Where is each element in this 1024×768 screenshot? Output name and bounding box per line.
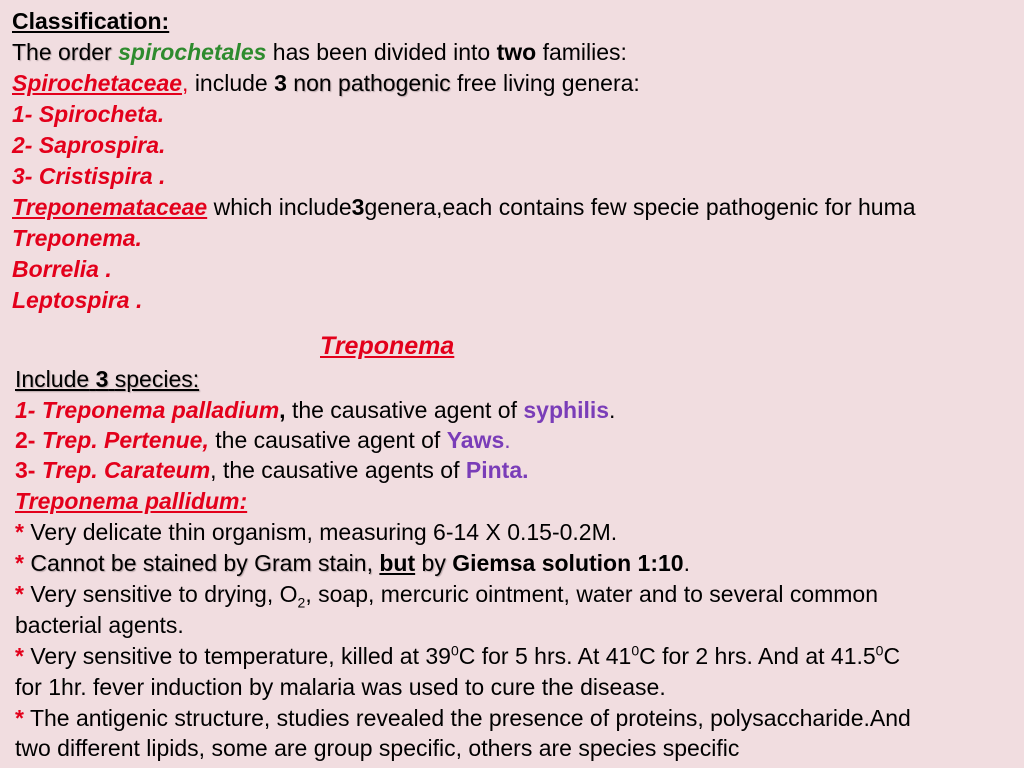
bullet-5-marker: * (15, 705, 24, 731)
genus-cristispira: 3- Cristispira . (12, 163, 166, 189)
family2-line (12, 192, 916, 222)
family2-suffix: genera,each contains few specie pathogenic for huma (364, 194, 916, 220)
family2-count: 3 (351, 194, 365, 220)
family1-mid: include (194, 70, 268, 96)
bullet-2-by: by (421, 550, 446, 576)
bullet-2 (15, 548, 690, 578)
genus-spirocheta: 1- Spirocheta. (12, 101, 165, 127)
species-2-num: 2- (15, 427, 36, 453)
bullet-2-text: Cannot be stained by Gram stain, (30, 550, 373, 576)
genus-treponema: Treponema. (12, 225, 142, 251)
treponema-title: Treponema (320, 332, 455, 360)
bullet-2-giemsa: Giemsa solution 1:10 (452, 550, 684, 576)
species-2-name: Trep. Pertenue, (41, 427, 209, 453)
species-heading (15, 364, 199, 394)
bullet-4-text-b: C for 5 hrs. At 41 (458, 643, 632, 669)
species-3 (15, 455, 529, 485)
bullet-1-marker: * (15, 519, 24, 545)
order-line (12, 37, 627, 67)
family2-mid: which include (213, 194, 352, 220)
pallidum-heading: Treponema pallidum: (15, 488, 248, 514)
bullet-5 (15, 703, 911, 733)
bullet-3-continued: bacterial agents. (15, 612, 184, 638)
family1-nonpathogenic: non pathogenic (293, 70, 451, 96)
bullet-4-text-c: C for 2 hrs. And at 41.5 (639, 643, 876, 669)
bullet-4 (15, 641, 900, 671)
bullet-2-but: but (379, 550, 416, 576)
family2-name: Treponemataceae (12, 194, 208, 220)
species-2-end: . (504, 427, 511, 453)
family1-suffix: free living genera: (456, 70, 640, 96)
order-mid: has been divided into (272, 39, 491, 65)
order-name: spirochetales (118, 39, 267, 65)
bullet-3 (15, 579, 878, 609)
species-heading-prefix: Include (15, 366, 90, 392)
bullet-4-text-d: C (883, 643, 901, 669)
species-1-name: Treponema palladium (41, 397, 280, 423)
species-3-num: 3- (15, 457, 36, 483)
bullet-1 (15, 517, 617, 547)
genus-leptospira: Leptospira . (12, 287, 143, 313)
bullet-4-marker: * (15, 643, 24, 669)
bullet-3-sub: 2 (297, 594, 306, 611)
bullet-3-text-a: Very sensitive to drying, O (30, 581, 298, 607)
bullet-4-sup-1: 0 (450, 642, 459, 659)
bullet-4-sup-2: 0 (631, 642, 640, 659)
species-3-text: the causative agents of (222, 457, 460, 483)
species-1-end: . (609, 397, 616, 423)
order-count: two (496, 39, 537, 65)
family1-count: 3 (274, 70, 287, 96)
species-1-num: 1- (15, 397, 36, 423)
species-3-comma: , (210, 457, 217, 483)
genus-saprospira: 2- Saprospira. (12, 132, 166, 158)
species-1-text: the causative agent of (291, 397, 517, 423)
bullet-1-text: Very delicate thin organism, measuring 6-14 X 0.15-0.2M. (30, 519, 618, 545)
family1-name: Spirochetaceae (12, 70, 183, 96)
species-2-disease: Yaws (446, 427, 505, 453)
bullet-2-end: . (683, 550, 690, 576)
bullet-2-marker: * (15, 550, 24, 576)
species-3-disease: Pinta. (465, 457, 529, 483)
species-1-comma: , (279, 397, 286, 423)
family1-comma: , (182, 70, 189, 96)
bullet-3-text-b: , soap, mercuric ointment, water and to several common (305, 581, 879, 607)
bullet-3-marker: * (15, 581, 24, 607)
genus-borrelia: Borrelia . (12, 256, 112, 282)
bullet-4-text-a: Very sensitive to temperature, killed at 39 (30, 643, 451, 669)
species-1-disease: syphilis (523, 397, 610, 423)
family1-line (12, 68, 640, 98)
bullet-5-continued: two different lipids, some are group specific, others are species specific (15, 735, 740, 761)
order-prefix: The order (12, 39, 112, 65)
species-3-name: Trep. Carateum (41, 457, 211, 483)
bullet-5-text: The antigenic structure, studies revealed the presence of proteins, polysaccharide.And (29, 705, 911, 731)
bullet-4-sup-3: 0 (875, 642, 884, 659)
species-2 (15, 425, 511, 455)
order-suffix: families: (542, 39, 627, 65)
bullet-4-continued: for 1hr. fever induction by malaria was used to cure the disease. (15, 674, 666, 700)
species-1 (15, 395, 615, 425)
species-heading-count: 3 (95, 366, 109, 392)
species-heading-suffix: species: (114, 366, 200, 392)
classification-heading: Classification: (12, 8, 170, 34)
species-2-text: the causative agent of (215, 427, 441, 453)
